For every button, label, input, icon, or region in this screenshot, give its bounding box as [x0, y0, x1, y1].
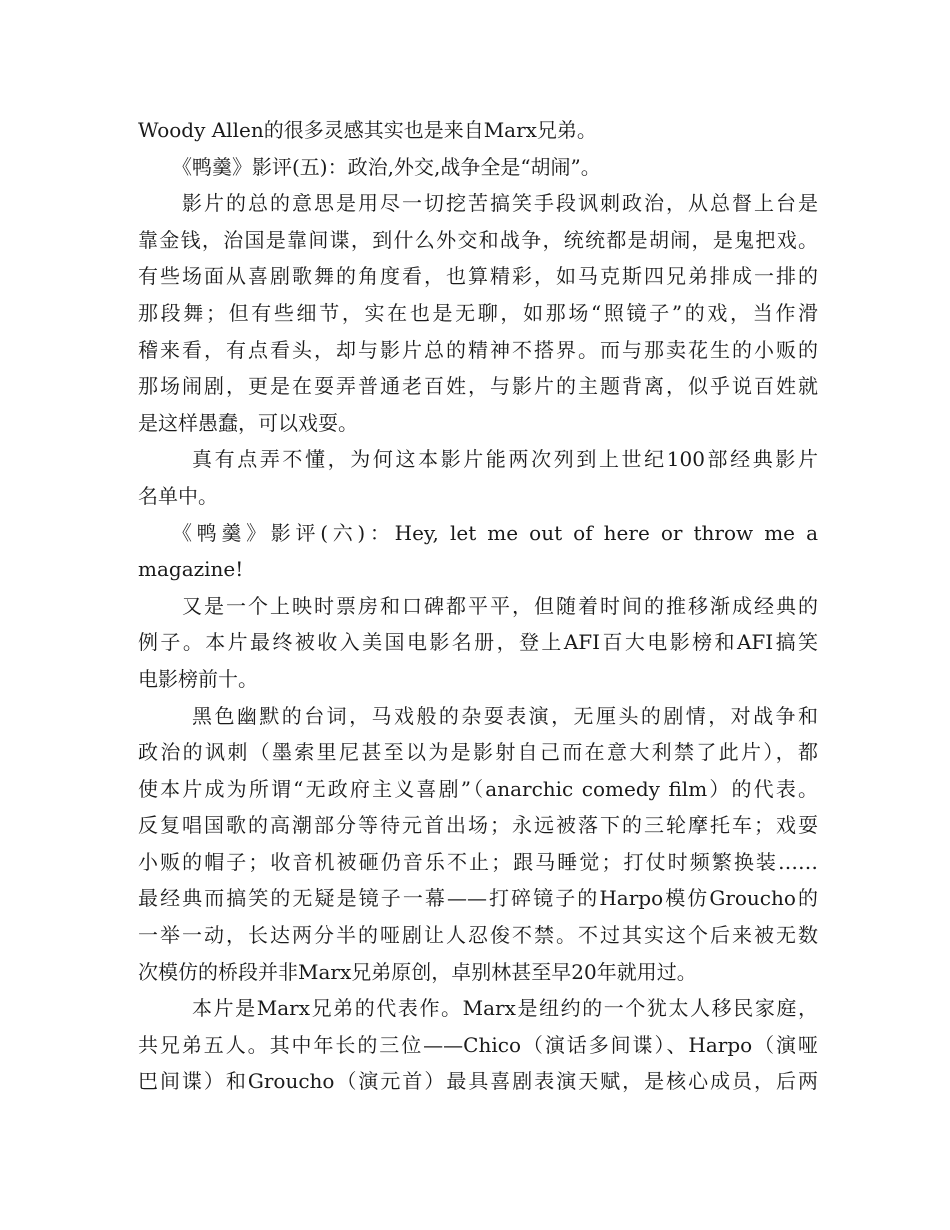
text-line: 黑色幽默的台词，马戏般的杂耍表演，无厘头的剧情，对战争和 — [192, 703, 818, 728]
text-line: 真有点弄不懂，为何这本影片能两次列到上世纪100部经典影片 — [192, 447, 818, 472]
text-line: 影片的总的意思是用尽一切挖苦搞笑手段讽刺政治，从总督上台是 — [182, 191, 818, 216]
text-line: 共兄弟五人。其中年长的三位——Chico（演话多间谍）、Harpo（演哑 — [138, 1032, 818, 1057]
text-line: 小贩的帽子；收音机被砸仍音乐不止；跟马睡觉；打仗时频繁换装…… — [138, 849, 818, 874]
text-line: 最经典而搞笑的无疑是镜子一幕——打碎镜子的Harpo模仿Groucho的 — [138, 886, 818, 911]
text-line: 一举一动，长达两分半的哑剧让人忍俊不禁。不过其实这个后来被无数 — [138, 923, 818, 948]
text-line: 那场闹剧，更是在耍弄普通老百姓，与影片的主题背离，似乎说百姓就 — [138, 374, 818, 399]
text-line: 靠金钱，治国是靠间谍，到什么外交和战争，统统都是胡闹，是鬼把戏。 — [138, 227, 818, 252]
text-line: 有些场面从喜剧歌舞的角度看，也算精彩，如马克斯四兄弟排成一排的 — [138, 264, 818, 289]
section-heading: 《鸭羹》影评(五)：政治,外交,战争全是“胡闹”。 — [172, 154, 601, 179]
text-line: magazine! — [138, 557, 244, 582]
text-line: 名单中。 — [138, 483, 218, 508]
text-line: 次模仿的桥段并非Marx兄弟原创，卓别林甚至早20年就用过。 — [138, 959, 697, 984]
text-line: 反复唱国歌的高潮部分等待元首出场；永远被落下的三轮摩托车；戏耍 — [138, 813, 818, 838]
text-line: Woody Allen的很多灵感其实也是来自Marx兄弟。 — [138, 118, 597, 142]
text-line: 是这样愚蠢，可以戏耍。 — [138, 410, 358, 435]
text-line: 那段舞；但有些细节，实在也是无聊，如那场“照镜子”的戏，当作滑 — [138, 300, 818, 325]
text-line: 政治的讽刺（墨索里尼甚至以为是影射自己而在意大利禁了此片），都 — [138, 740, 818, 765]
section-heading: 《鸭羹》影评(六)：Hey, let me out of here or throw me a — [172, 520, 818, 545]
text-line: 电影榜前十。 — [138, 666, 258, 691]
text-line: 例子。本片最终被收入美国电影名册，登上AFI百大电影榜和AFI搞笑 — [138, 630, 818, 655]
document-body — [138, 112, 818, 1100]
text-line: 稽来看，有点看头，却与影片总的精神不搭界。而与那卖花生的小贩的 — [138, 337, 818, 362]
text-line: 又是一个上映时票房和口碑都平平，但随着时间的推移渐成经典的 — [182, 593, 818, 618]
text-line: 使本片成为所谓“无政府主义喜剧”（anarchic comedy film）的代表。 — [138, 776, 818, 801]
text-line: 巴间谍）和Groucho（演元首）最具喜剧表演天赋，是核心成员，后两 — [138, 1069, 818, 1094]
text-line: 本片是Marx兄弟的代表作。Marx是纽约的一个犹太人移民家庭， — [192, 996, 818, 1021]
